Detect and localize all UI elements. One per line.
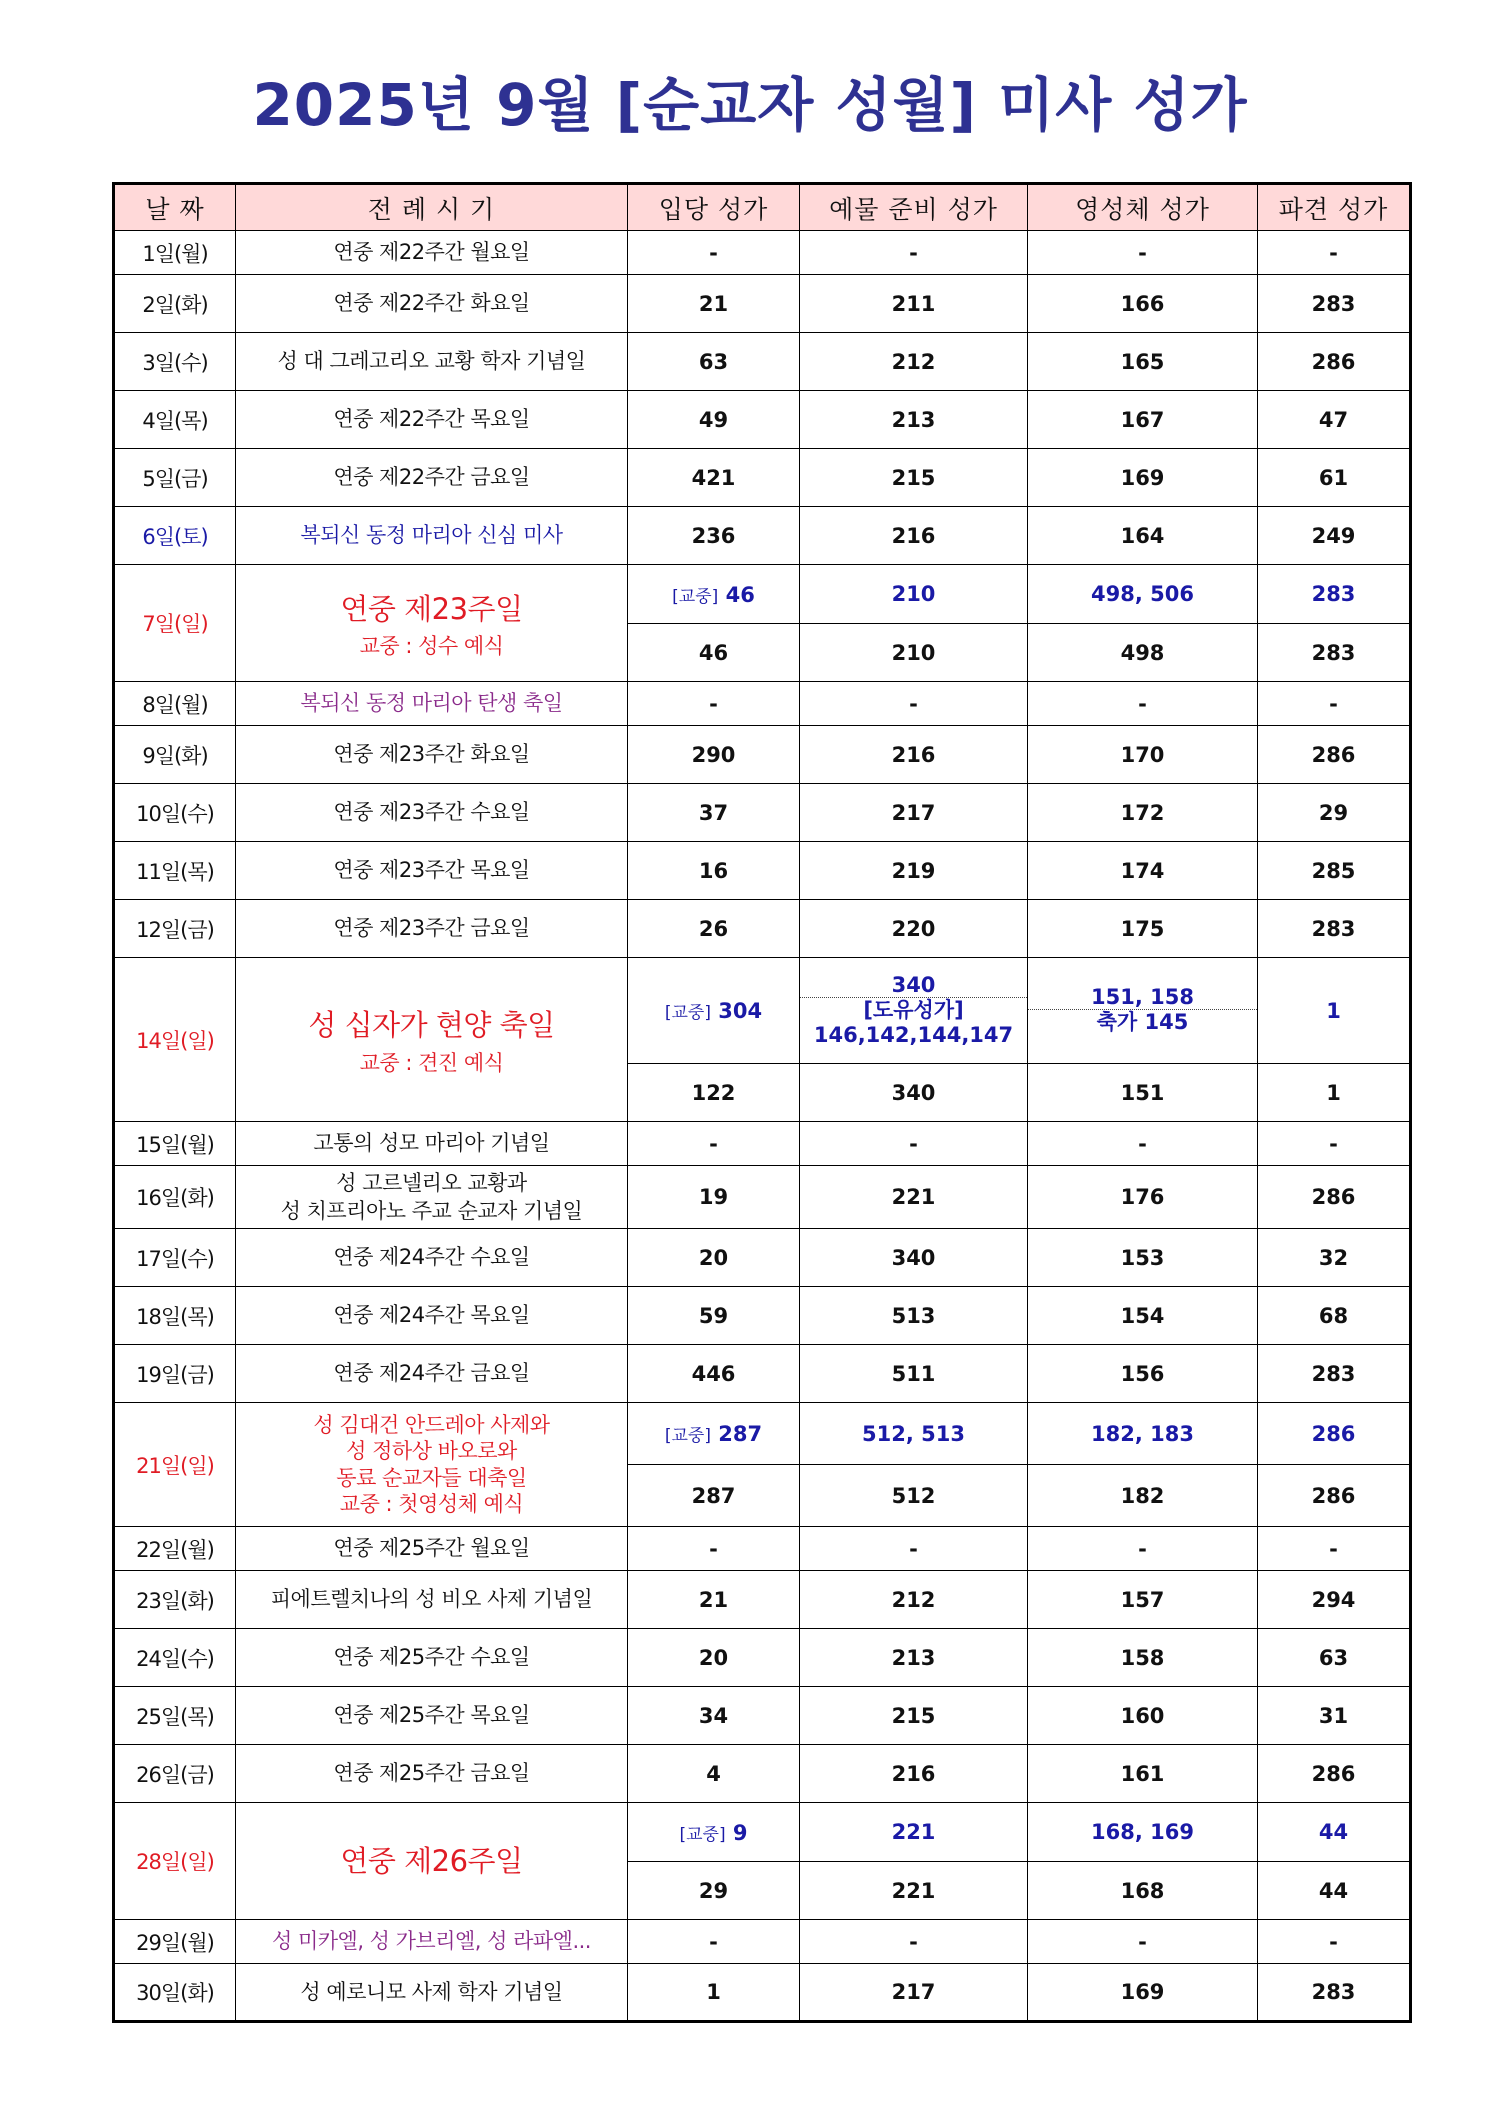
entrance-cell: 46 bbox=[628, 624, 800, 682]
offertory-cell: 213 bbox=[800, 1629, 1028, 1687]
recessional-cell: 47 bbox=[1258, 391, 1411, 449]
communion-value: 151, 158 bbox=[1028, 985, 1257, 1010]
communion-cell: 157 bbox=[1028, 1571, 1258, 1629]
header-entrance: 입당 성가 bbox=[628, 184, 800, 231]
recessional-cell: 283 bbox=[1258, 565, 1411, 624]
table-row bbox=[114, 1403, 1411, 1465]
offertory-value: 340 bbox=[800, 973, 1027, 998]
communion-cell: 151 bbox=[1028, 1064, 1258, 1122]
table-row bbox=[114, 1287, 1411, 1345]
entrance-cell: 34 bbox=[628, 1687, 800, 1745]
offertory-cell: 210 bbox=[800, 624, 1028, 682]
feast-line: 성 정하상 바오로와 bbox=[346, 1439, 517, 1464]
recessional-cell: 294 bbox=[1258, 1571, 1411, 1629]
entrance-cell: 21 bbox=[628, 1571, 800, 1629]
entrance-cell bbox=[628, 565, 800, 624]
table-row bbox=[114, 1527, 1411, 1571]
date-cell: 2일(화) bbox=[114, 275, 236, 333]
offertory-cell: 212 bbox=[800, 1571, 1028, 1629]
recessional-cell: 285 bbox=[1258, 842, 1411, 900]
header-offertory: 예물 준비 성가 bbox=[800, 184, 1028, 231]
date-cell: 6일(토) bbox=[114, 507, 236, 565]
feast-cell: 성 대 그레고리오 교황 학자 기념일 bbox=[236, 333, 628, 391]
recessional-cell: 32 bbox=[1258, 1229, 1411, 1287]
main-mass-tag: [교중] bbox=[679, 1824, 726, 1845]
recessional-cell: 31 bbox=[1258, 1687, 1411, 1745]
table-row bbox=[114, 1122, 1411, 1166]
communion-cell: 154 bbox=[1028, 1287, 1258, 1345]
recessional-cell: 286 bbox=[1258, 333, 1411, 391]
table-row bbox=[114, 1629, 1411, 1687]
feast-cell: 연중 제23주간 목요일 bbox=[236, 842, 628, 900]
recessional-cell: 283 bbox=[1258, 900, 1411, 958]
communion-cell: 160 bbox=[1028, 1687, 1258, 1745]
header-communion: 영성체 성가 bbox=[1028, 184, 1258, 231]
date-cell: 16일(화) bbox=[114, 1166, 236, 1229]
date-cell: 9일(화) bbox=[114, 726, 236, 784]
entrance-cell: 29 bbox=[628, 1862, 800, 1920]
entrance-cell: 20 bbox=[628, 1229, 800, 1287]
communion-cell: 182 bbox=[1028, 1465, 1258, 1527]
table-row bbox=[114, 333, 1411, 391]
communion-cell: 169 bbox=[1028, 1964, 1258, 2022]
offertory-cell: 216 bbox=[800, 1745, 1028, 1803]
offertory-cell: 221 bbox=[800, 1166, 1028, 1229]
table-row bbox=[114, 958, 1411, 1064]
recessional-cell: 286 bbox=[1258, 1465, 1411, 1527]
recessional-cell: 29 bbox=[1258, 784, 1411, 842]
recessional-cell: - bbox=[1258, 1122, 1411, 1166]
table-row bbox=[114, 391, 1411, 449]
recessional-cell: 286 bbox=[1258, 726, 1411, 784]
communion-cell: 174 bbox=[1028, 842, 1258, 900]
communion-cell: 167 bbox=[1028, 391, 1258, 449]
feast-note: 교중 : 첫영성체 예식 bbox=[339, 1491, 524, 1516]
communion-cell: - bbox=[1028, 1527, 1258, 1571]
table-row bbox=[114, 1687, 1411, 1745]
offertory-cell: 210 bbox=[800, 565, 1028, 624]
date-cell: 22일(월) bbox=[114, 1527, 236, 1571]
table-header-row bbox=[114, 184, 1411, 231]
offertory-cell: 219 bbox=[800, 842, 1028, 900]
recessional-cell: - bbox=[1258, 231, 1411, 275]
table-row bbox=[114, 231, 1411, 275]
feast-note: 교중 : 성수 예식 bbox=[359, 634, 504, 659]
communion-cell: 176 bbox=[1028, 1166, 1258, 1229]
feast-line: 성 치프리아노 주교 순교자 기념일 bbox=[280, 1199, 583, 1223]
celebration-hymn: 축가 145 bbox=[1096, 1010, 1189, 1035]
table-row bbox=[114, 900, 1411, 958]
feast-cell: 연중 제24주간 금요일 bbox=[236, 1345, 628, 1403]
entrance-cell: 16 bbox=[628, 842, 800, 900]
offertory-cell: 511 bbox=[800, 1345, 1028, 1403]
table-row bbox=[114, 1964, 1411, 2022]
feast-title: 연중 제23주일 bbox=[340, 591, 523, 626]
date-cell: 1일(월) bbox=[114, 231, 236, 275]
feast-cell: 성 예로니모 사제 학자 기념일 bbox=[236, 1964, 628, 2022]
main-mass-tag: [교중] bbox=[672, 586, 719, 607]
recessional-cell: - bbox=[1258, 1920, 1411, 1964]
entrance-cell: 26 bbox=[628, 900, 800, 958]
date-cell: 12일(금) bbox=[114, 900, 236, 958]
feast-cell: 고통의 성모 마리아 기념일 bbox=[236, 1122, 628, 1166]
date-cell: 14일(일) bbox=[114, 958, 236, 1122]
offertory-cell: 213 bbox=[800, 391, 1028, 449]
recessional-cell: 1 bbox=[1258, 1064, 1411, 1122]
offertory-cell: - bbox=[800, 1920, 1028, 1964]
recessional-cell: 283 bbox=[1258, 275, 1411, 333]
table-row bbox=[114, 1345, 1411, 1403]
offertory-cell: 216 bbox=[800, 726, 1028, 784]
date-cell: 11일(목) bbox=[114, 842, 236, 900]
entrance-cell: 20 bbox=[628, 1629, 800, 1687]
feast-cell: 연중 제22주간 화요일 bbox=[236, 275, 628, 333]
recessional-cell: 68 bbox=[1258, 1287, 1411, 1345]
feast-cell bbox=[236, 1166, 628, 1229]
entrance-cell: 122 bbox=[628, 1064, 800, 1122]
entrance-cell: - bbox=[628, 682, 800, 726]
entrance-value: 46 bbox=[725, 582, 755, 607]
entrance-cell: 421 bbox=[628, 449, 800, 507]
offertory-cell: 217 bbox=[800, 784, 1028, 842]
table-row bbox=[114, 275, 1411, 333]
entrance-cell: 19 bbox=[628, 1166, 800, 1229]
recessional-cell: 286 bbox=[1258, 1166, 1411, 1229]
entrance-value: 287 bbox=[718, 1422, 763, 1446]
entrance-cell: - bbox=[628, 1527, 800, 1571]
recessional-cell: 249 bbox=[1258, 507, 1411, 565]
entrance-cell: 446 bbox=[628, 1345, 800, 1403]
communion-cell: 168 bbox=[1028, 1862, 1258, 1920]
communion-cell: 182, 183 bbox=[1028, 1403, 1258, 1465]
feast-cell bbox=[236, 565, 628, 682]
feast-title: 연중 제26주일 bbox=[340, 1843, 523, 1878]
offertory-cell: 216 bbox=[800, 507, 1028, 565]
recessional-cell: 61 bbox=[1258, 449, 1411, 507]
communion-cell: 166 bbox=[1028, 275, 1258, 333]
entrance-cell: 21 bbox=[628, 275, 800, 333]
entrance-cell: - bbox=[628, 231, 800, 275]
feast-cell: 연중 제25주간 목요일 bbox=[236, 1687, 628, 1745]
communion-cell: 153 bbox=[1028, 1229, 1258, 1287]
main-mass-tag: [교중] bbox=[664, 1003, 711, 1023]
offertory-cell: 513 bbox=[800, 1287, 1028, 1345]
date-cell: 30일(화) bbox=[114, 1964, 236, 2022]
feast-line: 성 고르넬리오 교황과 bbox=[336, 1170, 527, 1195]
main-mass-tag: [교중] bbox=[664, 1426, 711, 1446]
feast-cell: 연중 제22주간 금요일 bbox=[236, 449, 628, 507]
entrance-value: 9 bbox=[732, 1820, 748, 1845]
feast-note: 교중 : 견진 예식 bbox=[359, 1050, 504, 1075]
entrance-cell: - bbox=[628, 1122, 800, 1166]
date-cell: 25일(목) bbox=[114, 1687, 236, 1745]
communion-cell: - bbox=[1028, 1122, 1258, 1166]
recessional-cell: 283 bbox=[1258, 1345, 1411, 1403]
feast-cell: 피에트렐치나의 성 비오 사제 기념일 bbox=[236, 1571, 628, 1629]
communion-cell bbox=[1028, 958, 1258, 1064]
date-cell: 18일(목) bbox=[114, 1287, 236, 1345]
recessional-cell: 283 bbox=[1258, 624, 1411, 682]
header-recessional: 파견 성가 bbox=[1258, 184, 1411, 231]
communion-cell: 158 bbox=[1028, 1629, 1258, 1687]
offertory-cell: 221 bbox=[800, 1862, 1028, 1920]
recessional-cell: 63 bbox=[1258, 1629, 1411, 1687]
feast-line: 동료 순교자들 대축일 bbox=[336, 1465, 527, 1490]
feast-cell: 연중 제25주간 수요일 bbox=[236, 1629, 628, 1687]
offertory-cell bbox=[800, 958, 1028, 1064]
feast-cell bbox=[236, 1803, 628, 1920]
table-row bbox=[114, 726, 1411, 784]
offertory-cell: 512 bbox=[800, 1465, 1028, 1527]
date-cell: 23일(화) bbox=[114, 1571, 236, 1629]
date-cell: 21일(일) bbox=[114, 1403, 236, 1527]
feast-cell: 연중 제23주간 수요일 bbox=[236, 784, 628, 842]
recessional-cell: - bbox=[1258, 1527, 1411, 1571]
communion-cell: 172 bbox=[1028, 784, 1258, 842]
feast-cell: 성 미카엘, 성 가브리엘, 성 라파엘... bbox=[236, 1920, 628, 1964]
feast-cell: 연중 제25주간 월요일 bbox=[236, 1527, 628, 1571]
table-row bbox=[114, 449, 1411, 507]
table-row bbox=[114, 1745, 1411, 1803]
date-cell: 19일(금) bbox=[114, 1345, 236, 1403]
feast-cell: 복되신 동정 마리아 탄생 축일 bbox=[236, 682, 628, 726]
entrance-cell: - bbox=[628, 1920, 800, 1964]
feast-cell: 연중 제25주간 금요일 bbox=[236, 1745, 628, 1803]
recessional-cell: 283 bbox=[1258, 1964, 1411, 2022]
communion-cell: 161 bbox=[1028, 1745, 1258, 1803]
offertory-cell: - bbox=[800, 231, 1028, 275]
feast-title: 성 십자가 현양 축일 bbox=[308, 1008, 555, 1043]
table-row bbox=[114, 1920, 1411, 1964]
communion-cell: 170 bbox=[1028, 726, 1258, 784]
date-cell: 4일(목) bbox=[114, 391, 236, 449]
communion-cell: 164 bbox=[1028, 507, 1258, 565]
offertory-cell: - bbox=[800, 682, 1028, 726]
entrance-cell: 63 bbox=[628, 333, 800, 391]
anointing-hymn-values: 146,142,144,147 bbox=[813, 1023, 1014, 1047]
offertory-cell: - bbox=[800, 1122, 1028, 1166]
feast-cell: 복되신 동정 마리아 신심 미사 bbox=[236, 507, 628, 565]
entrance-cell bbox=[628, 958, 800, 1064]
date-cell: 17일(수) bbox=[114, 1229, 236, 1287]
entrance-cell: 59 bbox=[628, 1287, 800, 1345]
communion-cell: - bbox=[1028, 682, 1258, 726]
entrance-cell: 1 bbox=[628, 1964, 800, 2022]
header-feast: 전 례 시 기 bbox=[236, 184, 628, 231]
feast-cell: 연중 제23주간 금요일 bbox=[236, 900, 628, 958]
feast-cell: 연중 제23주간 화요일 bbox=[236, 726, 628, 784]
offertory-cell: 340 bbox=[800, 1064, 1028, 1122]
table-row bbox=[114, 1571, 1411, 1629]
offertory-cell: 211 bbox=[800, 275, 1028, 333]
offertory-cell: 221 bbox=[800, 1803, 1028, 1862]
communion-cell: 156 bbox=[1028, 1345, 1258, 1403]
date-cell: 29일(월) bbox=[114, 1920, 236, 1964]
entrance-cell: 236 bbox=[628, 507, 800, 565]
feast-cell bbox=[236, 958, 628, 1122]
recessional-cell: 44 bbox=[1258, 1862, 1411, 1920]
date-cell: 3일(수) bbox=[114, 333, 236, 391]
table-row bbox=[114, 784, 1411, 842]
date-cell: 10일(수) bbox=[114, 784, 236, 842]
recessional-cell: 44 bbox=[1258, 1803, 1411, 1862]
recessional-cell: - bbox=[1258, 682, 1411, 726]
date-cell: 7일(일) bbox=[114, 565, 236, 682]
entrance-cell: 287 bbox=[628, 1465, 800, 1527]
feast-cell: 연중 제22주간 목요일 bbox=[236, 391, 628, 449]
date-cell: 28일(일) bbox=[114, 1803, 236, 1920]
entrance-cell: 49 bbox=[628, 391, 800, 449]
communion-cell: 165 bbox=[1028, 333, 1258, 391]
entrance-cell bbox=[628, 1403, 800, 1465]
page-title: 2025년 9월 [순교자 성월] 미사 성가 bbox=[252, 71, 1248, 139]
hymn-schedule-table bbox=[112, 182, 1412, 2023]
communion-cell: 175 bbox=[1028, 900, 1258, 958]
table-row bbox=[114, 507, 1411, 565]
offertory-cell: 220 bbox=[800, 900, 1028, 958]
entrance-cell bbox=[628, 1803, 800, 1862]
recessional-cell: 286 bbox=[1258, 1403, 1411, 1465]
offertory-cell: 217 bbox=[800, 1964, 1028, 2022]
entrance-cell: 290 bbox=[628, 726, 800, 784]
communion-cell: 168, 169 bbox=[1028, 1803, 1258, 1862]
communion-cell: 169 bbox=[1028, 449, 1258, 507]
feast-cell: 연중 제24주간 목요일 bbox=[236, 1287, 628, 1345]
feast-cell bbox=[236, 1403, 628, 1527]
table-row bbox=[114, 1166, 1411, 1229]
offertory-cell: 212 bbox=[800, 333, 1028, 391]
offertory-cell: 215 bbox=[800, 449, 1028, 507]
offertory-cell: - bbox=[800, 1527, 1028, 1571]
offertory-cell: 215 bbox=[800, 1687, 1028, 1745]
date-cell: 26일(금) bbox=[114, 1745, 236, 1803]
date-cell: 5일(금) bbox=[114, 449, 236, 507]
recessional-cell: 286 bbox=[1258, 1745, 1411, 1803]
table-row bbox=[114, 1229, 1411, 1287]
entrance-cell: 4 bbox=[628, 1745, 800, 1803]
feast-line: 성 김대건 안드레아 사제와 bbox=[313, 1413, 550, 1437]
table-row bbox=[114, 1803, 1411, 1862]
communion-cell: 498, 506 bbox=[1028, 565, 1258, 624]
table-row bbox=[114, 682, 1411, 726]
table-row bbox=[114, 565, 1411, 624]
recessional-cell: 1 bbox=[1258, 958, 1411, 1064]
table-row bbox=[114, 842, 1411, 900]
offertory-cell: 512, 513 bbox=[800, 1403, 1028, 1465]
anointing-hymn-label: [도유성가] bbox=[863, 997, 964, 1022]
date-cell: 8일(월) bbox=[114, 682, 236, 726]
communion-cell: 498 bbox=[1028, 624, 1258, 682]
feast-cell: 연중 제24주간 수요일 bbox=[236, 1229, 628, 1287]
entrance-cell: 37 bbox=[628, 784, 800, 842]
offertory-cell: 340 bbox=[800, 1229, 1028, 1287]
entrance-value: 304 bbox=[718, 999, 763, 1023]
communion-cell: - bbox=[1028, 1920, 1258, 1964]
feast-cell: 연중 제22주간 월요일 bbox=[236, 231, 628, 275]
communion-cell: - bbox=[1028, 231, 1258, 275]
date-cell: 24일(수) bbox=[114, 1629, 236, 1687]
header-date: 날 짜 bbox=[114, 184, 236, 231]
date-cell: 15일(월) bbox=[114, 1122, 236, 1166]
